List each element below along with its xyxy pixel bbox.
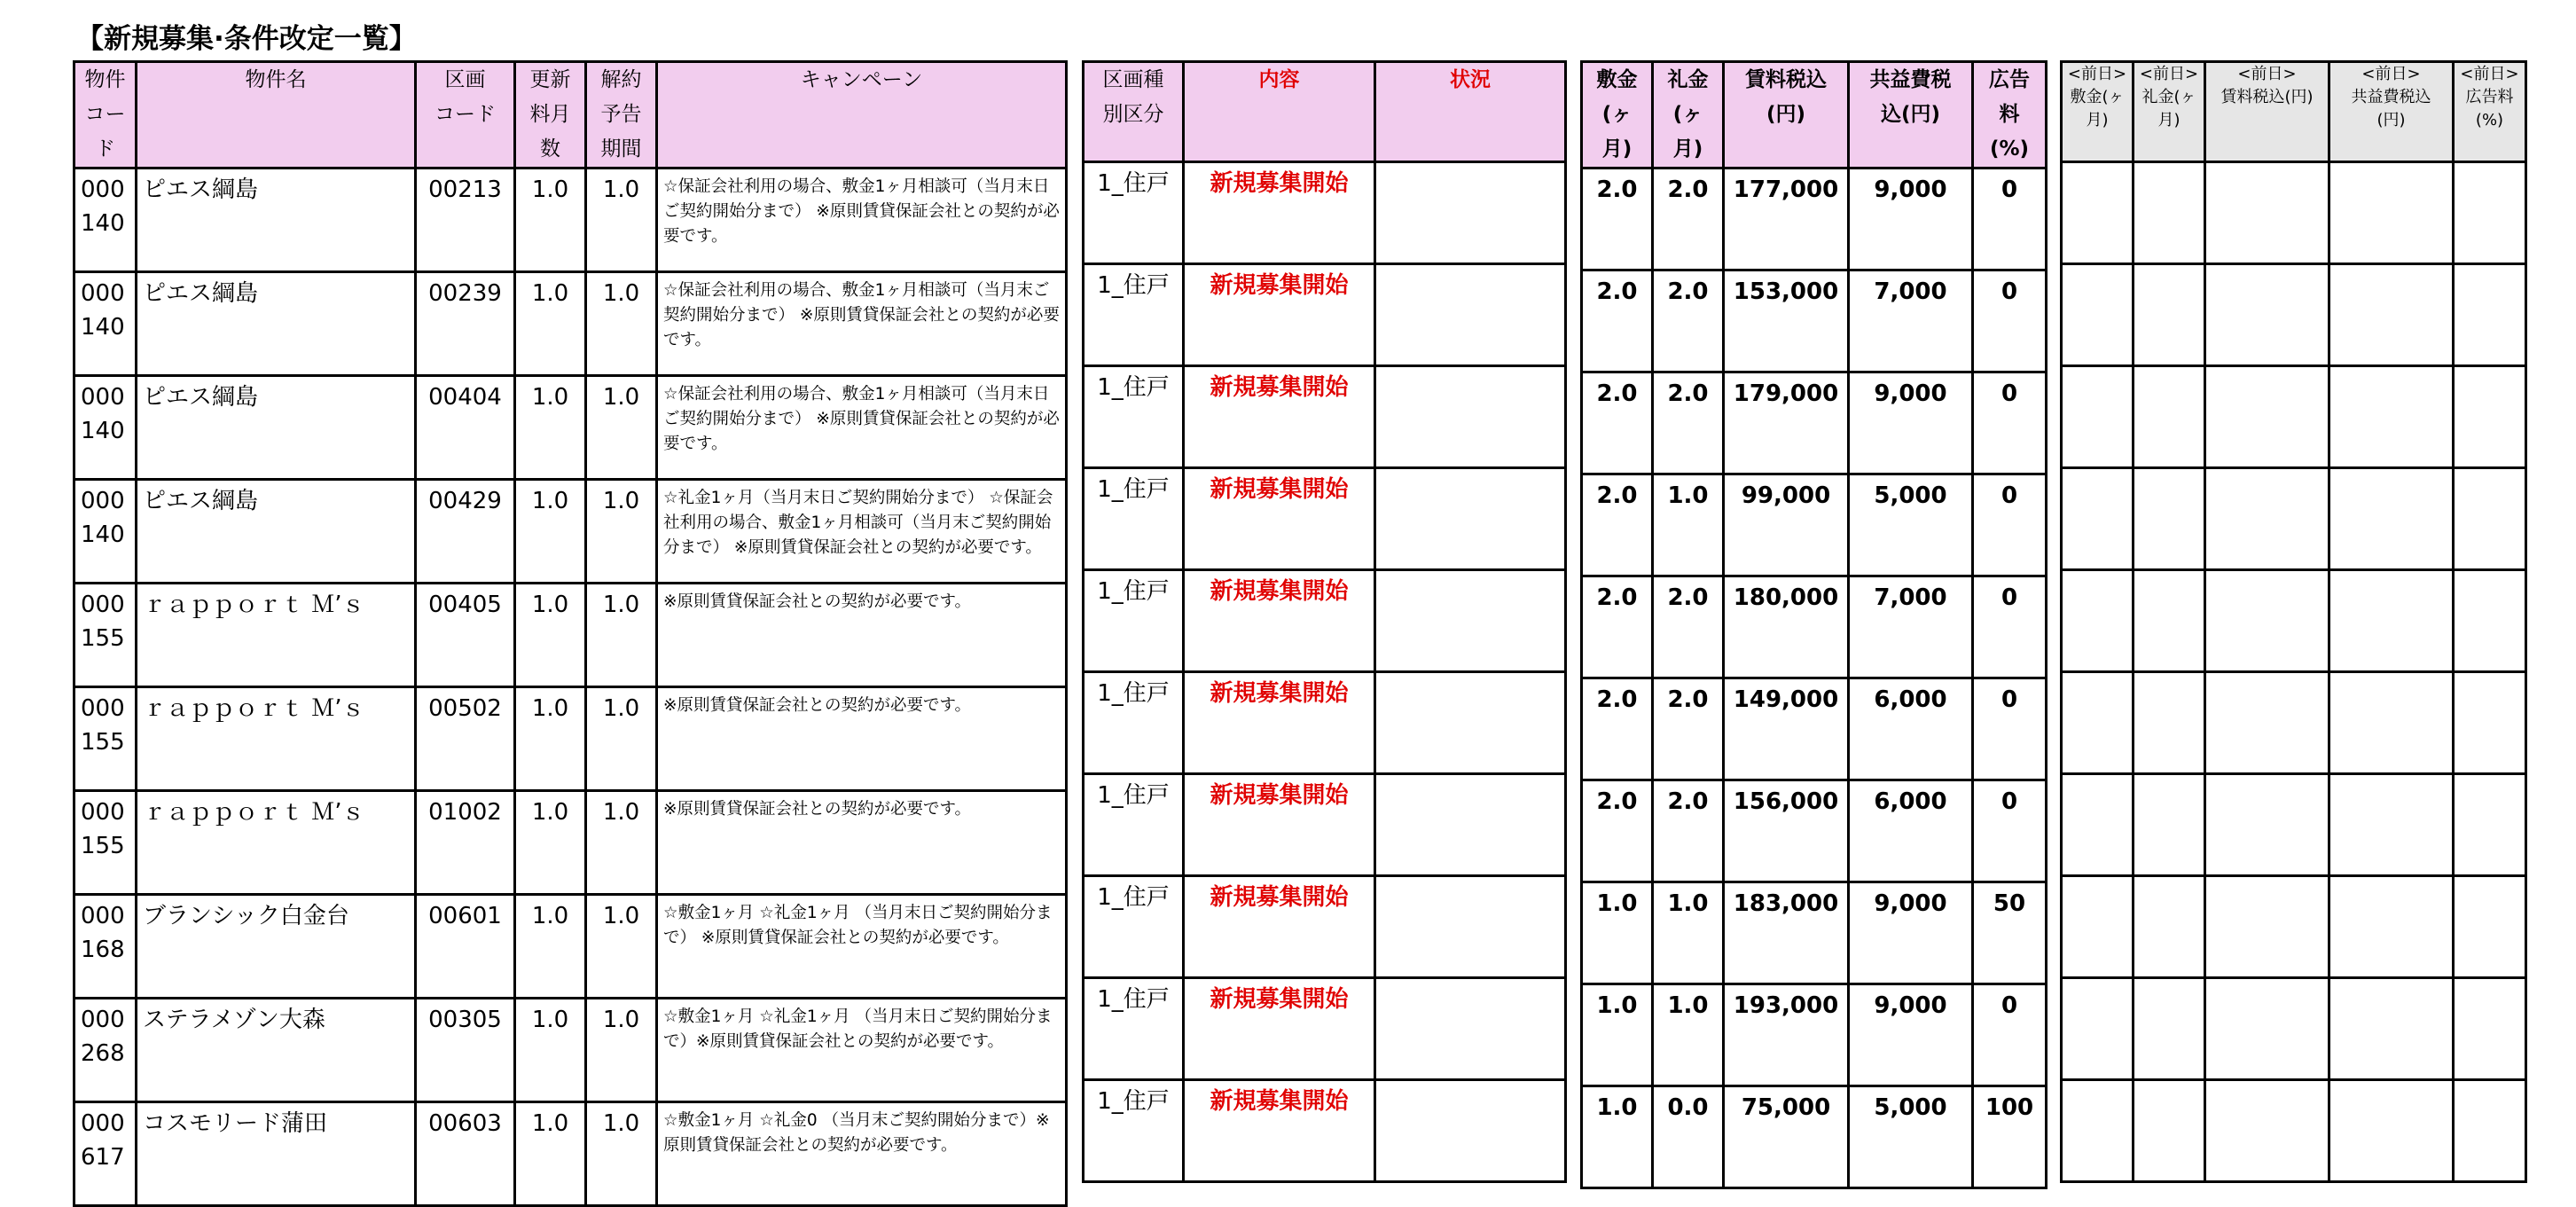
prev-rent-cell — [2205, 978, 2329, 1080]
prev-key-money-cell — [2134, 876, 2205, 978]
previous-day-table — [2060, 60, 2527, 1183]
table-row — [1084, 570, 1566, 672]
prev-common-fee-cell — [2329, 876, 2454, 978]
key-money-cell: 2.0 — [1653, 576, 1724, 678]
rent-cell: 99,000 — [1724, 474, 1849, 576]
table-row — [74, 584, 1067, 687]
table-row — [74, 480, 1067, 584]
campaign-cell: ※原則賃貸保証会社との契約が必要です。 — [657, 584, 1067, 687]
table-row — [2062, 468, 2526, 570]
status-cell — [1375, 468, 1566, 570]
prev-deposit-cell — [2062, 672, 2134, 774]
content-cell: 新規募集開始 — [1184, 264, 1375, 366]
ad-fee-cell: 100 — [1973, 1086, 2047, 1188]
table-row — [74, 272, 1067, 376]
cancel-notice-cell: 1.0 — [586, 272, 657, 376]
prev-rent-cell — [2205, 264, 2329, 366]
property-code-cell: 000140 — [74, 169, 137, 272]
table-row — [1084, 672, 1566, 774]
prev-deposit-cell — [2062, 876, 2134, 978]
prev-rent-cell — [2205, 876, 2329, 978]
renewal-months-cell: 1.0 — [515, 687, 586, 791]
common-fee-cell: 9,000 — [1849, 882, 1973, 984]
header-prev-ad-fee: <前日> 広告料 (%) — [2454, 62, 2526, 162]
prev-rent-cell — [2205, 672, 2329, 774]
deposit-cell: 2.0 — [1582, 169, 1653, 270]
property-code-cell: 000168 — [74, 895, 137, 999]
table-row — [1582, 780, 2047, 882]
content-cell: 新規募集開始 — [1184, 672, 1375, 774]
prev-deposit-cell — [2062, 1080, 2134, 1182]
status-table-block — [1082, 60, 1567, 1170]
status-table — [1082, 60, 1567, 1183]
ad-fee-cell: 50 — [1973, 882, 2047, 984]
unit-type-cell: 1_住戸 — [1084, 1080, 1184, 1182]
table-row — [1582, 678, 2047, 780]
prev-key-money-cell — [2134, 774, 2205, 876]
table-row — [2062, 570, 2526, 672]
campaign-cell: ☆保証会社利用の場合、敷金1ヶ月相談可（当月末ご契約開始分まで） ※原則賃貸保証会社との契約が必要です。 — [657, 272, 1067, 376]
ad-fee-cell: 0 — [1973, 372, 2047, 474]
cancel-notice-cell: 1.0 — [586, 895, 657, 999]
property-code-cell: 000155 — [74, 791, 137, 895]
header-key-money: 礼金 (ヶ 月) — [1653, 62, 1724, 169]
renewal-months-cell: 1.0 — [515, 480, 586, 584]
key-money-cell: 2.0 — [1653, 372, 1724, 474]
table-row — [2062, 672, 2526, 774]
table-row — [1582, 270, 2047, 372]
prev-ad-fee-cell — [2454, 876, 2526, 978]
campaign-cell: ☆保証会社利用の場合、敷金1ヶ月相談可（当月末日ご契約開始分まで） ※原則賃貸保証会社との契約が必要です。 — [657, 169, 1067, 272]
ad-fee-cell: 0 — [1973, 984, 2047, 1086]
prev-key-money-cell — [2134, 1080, 2205, 1182]
prev-ad-fee-cell — [2454, 672, 2526, 774]
header-ad-fee: 広告 料 (%) — [1973, 62, 2047, 169]
rent-cell: 179,000 — [1724, 372, 1849, 474]
table-row — [2062, 366, 2526, 468]
prev-ad-fee-cell — [2454, 468, 2526, 570]
renewal-months-cell: 1.0 — [515, 584, 586, 687]
header-renewal-months: 更新 料月 数 — [515, 62, 586, 169]
deposit-cell: 1.0 — [1582, 1086, 1653, 1188]
property-name-cell: ブランシック白金台 — [137, 895, 416, 999]
content-cell: 新規募集開始 — [1184, 468, 1375, 570]
table-row — [2062, 876, 2526, 978]
prev-ad-fee-cell — [2454, 162, 2526, 264]
rent-cell: 75,000 — [1724, 1086, 1849, 1188]
table-row — [2062, 162, 2526, 264]
status-cell — [1375, 1080, 1566, 1182]
status-cell — [1375, 978, 1566, 1080]
table-row — [74, 999, 1067, 1102]
prev-key-money-cell — [2134, 672, 2205, 774]
renewal-months-cell: 1.0 — [515, 376, 586, 480]
campaign-cell: ☆保証会社利用の場合、敷金1ヶ月相談可（当月末日ご契約開始分まで） ※原則賃貸保証会社との契約が必要です。 — [657, 376, 1067, 480]
header-property-code: 物件 コード — [74, 62, 137, 169]
cancel-notice-cell: 1.0 — [586, 169, 657, 272]
property-code-cell: 000155 — [74, 584, 137, 687]
property-code-cell: 000140 — [74, 480, 137, 584]
property-name-cell: ピエス綱島 — [137, 169, 416, 272]
table-row — [1582, 1086, 2047, 1188]
common-fee-cell: 9,000 — [1849, 372, 1973, 474]
content-cell: 新規募集開始 — [1184, 1080, 1375, 1182]
ad-fee-cell: 0 — [1973, 678, 2047, 780]
unit-type-cell: 1_住戸 — [1084, 876, 1184, 978]
deposit-cell: 2.0 — [1582, 576, 1653, 678]
price-table — [1580, 60, 2047, 1189]
renewal-months-cell: 1.0 — [515, 895, 586, 999]
prev-deposit-cell — [2062, 978, 2134, 1080]
property-name-cell: ピエス綱島 — [137, 272, 416, 376]
key-money-cell: 1.0 — [1653, 882, 1724, 984]
table-row — [1084, 264, 1566, 366]
prev-rent-cell — [2205, 774, 2329, 876]
prev-ad-fee-cell — [2454, 774, 2526, 876]
content-cell: 新規募集開始 — [1184, 978, 1375, 1080]
unit-type-cell: 1_住戸 — [1084, 672, 1184, 774]
table-row — [2062, 1080, 2526, 1182]
rent-cell: 183,000 — [1724, 882, 1849, 984]
property-name-cell: ｒａｐｐｏｒｔ Ｍ’ｓ — [137, 687, 416, 791]
prev-common-fee-cell — [2329, 978, 2454, 1080]
prev-key-money-cell — [2134, 978, 2205, 1080]
table-row — [1084, 468, 1566, 570]
table-row — [1582, 474, 2047, 576]
header-cancel-notice: 解約 予告 期間 — [586, 62, 657, 169]
ad-fee-cell: 0 — [1973, 270, 2047, 372]
unit-code-cell: 00405 — [416, 584, 515, 687]
prev-ad-fee-cell — [2454, 570, 2526, 672]
property-name-cell: ステラメゾン大森 — [137, 999, 416, 1102]
campaign-cell: ☆敷金1ヶ月 ☆礼金0 （当月末ご契約開始分まで）※原則賃貸保証会社との契約が必要です。 — [657, 1102, 1067, 1206]
property-name-cell: ピエス綱島 — [137, 376, 416, 480]
header-prev-key-money: <前日> 礼金(ヶ 月) — [2134, 62, 2205, 162]
prev-ad-fee-cell — [2454, 978, 2526, 1080]
table-row — [74, 687, 1067, 791]
unit-type-cell: 1_住戸 — [1084, 366, 1184, 468]
rent-cell: 153,000 — [1724, 270, 1849, 372]
status-cell — [1375, 774, 1566, 876]
unit-code-cell: 00601 — [416, 895, 515, 999]
header-common-fee: 共益費税 込(円) — [1849, 62, 1973, 169]
cancel-notice-cell: 1.0 — [586, 999, 657, 1102]
prev-common-fee-cell — [2329, 468, 2454, 570]
prev-deposit-cell — [2062, 162, 2134, 264]
property-table-block — [73, 60, 1068, 1170]
prev-key-money-cell — [2134, 570, 2205, 672]
unit-type-cell: 1_住戸 — [1084, 162, 1184, 264]
key-money-cell: 0.0 — [1653, 1086, 1724, 1188]
page-title: 【新規募集·条件改定一覧】 — [76, 23, 417, 55]
ad-fee-cell: 0 — [1973, 576, 2047, 678]
table-row — [1084, 774, 1566, 876]
prev-deposit-cell — [2062, 264, 2134, 366]
common-fee-cell: 9,000 — [1849, 984, 1973, 1086]
rent-cell: 180,000 — [1724, 576, 1849, 678]
table-row — [74, 895, 1067, 999]
status-cell — [1375, 366, 1566, 468]
unit-code-cell: 00429 — [416, 480, 515, 584]
common-fee-cell: 5,000 — [1849, 1086, 1973, 1188]
prev-key-money-cell — [2134, 468, 2205, 570]
table-row — [1582, 882, 2047, 984]
header-deposit: 敷金 (ヶ 月) — [1582, 62, 1653, 169]
property-name-cell: ｒａｐｐｏｒｔ Ｍ’ｓ — [137, 791, 416, 895]
unit-type-cell: 1_住戸 — [1084, 468, 1184, 570]
renewal-months-cell: 1.0 — [515, 272, 586, 376]
unit-code-cell: 00603 — [416, 1102, 515, 1206]
header-prev-deposit: <前日> 敷金(ヶ 月) — [2062, 62, 2134, 162]
cancel-notice-cell: 1.0 — [586, 1102, 657, 1206]
cancel-notice-cell: 1.0 — [586, 480, 657, 584]
prev-common-fee-cell — [2329, 366, 2454, 468]
prev-ad-fee-cell — [2454, 1080, 2526, 1182]
common-fee-cell: 9,000 — [1849, 169, 1973, 270]
renewal-months-cell: 1.0 — [515, 1102, 586, 1206]
previous-day-table-block — [2060, 60, 2527, 1170]
property-code-cell: 000155 — [74, 687, 137, 791]
common-fee-cell: 7,000 — [1849, 576, 1973, 678]
deposit-cell: 2.0 — [1582, 780, 1653, 882]
prev-rent-cell — [2205, 1080, 2329, 1182]
campaign-cell: ☆敷金1ヶ月 ☆礼金1ヶ月 （当月末日ご契約開始分まで） ※原則賃貸保証会社との契約が必要です。 — [657, 895, 1067, 999]
unit-code-cell: 00305 — [416, 999, 515, 1102]
header-prev-rent: <前日> 賃料税込(円) — [2205, 62, 2329, 162]
cancel-notice-cell: 1.0 — [586, 376, 657, 480]
key-money-cell: 2.0 — [1653, 780, 1724, 882]
common-fee-cell: 6,000 — [1849, 678, 1973, 780]
key-money-cell: 1.0 — [1653, 984, 1724, 1086]
table-row — [1084, 876, 1566, 978]
table-row — [2062, 978, 2526, 1080]
prev-common-fee-cell — [2329, 162, 2454, 264]
campaign-cell: ☆礼金1ヶ月（当月末日ご契約開始分まで） ☆保証会社利用の場合、敷金1ヶ月相談可（当月末ご契約開始分まで） ※原則賃貸保証会社との契約が必要です。 — [657, 480, 1067, 584]
prev-ad-fee-cell — [2454, 264, 2526, 366]
rent-cell: 149,000 — [1724, 678, 1849, 780]
status-cell — [1375, 264, 1566, 366]
content-cell: 新規募集開始 — [1184, 876, 1375, 978]
content-cell: 新規募集開始 — [1184, 162, 1375, 264]
table-row — [74, 169, 1067, 272]
deposit-cell: 1.0 — [1582, 882, 1653, 984]
property-code-cell: 000617 — [74, 1102, 137, 1206]
property-code-cell: 000140 — [74, 272, 137, 376]
common-fee-cell: 7,000 — [1849, 270, 1973, 372]
key-money-cell: 1.0 — [1653, 474, 1724, 576]
renewal-months-cell: 1.0 — [515, 999, 586, 1102]
property-code-cell: 000140 — [74, 376, 137, 480]
unit-code-cell: 00239 — [416, 272, 515, 376]
prev-common-fee-cell — [2329, 774, 2454, 876]
ad-fee-cell: 0 — [1973, 474, 2047, 576]
campaign-cell: ※原則賃貸保証会社との契約が必要です。 — [657, 687, 1067, 791]
prev-key-money-cell — [2134, 264, 2205, 366]
ad-fee-cell: 0 — [1973, 169, 2047, 270]
table-row — [74, 1102, 1067, 1206]
header-unit-code: 区画 コード — [416, 62, 515, 169]
price-table-block — [1580, 60, 2047, 1170]
status-cell — [1375, 876, 1566, 978]
status-cell — [1375, 672, 1566, 774]
deposit-cell: 2.0 — [1582, 270, 1653, 372]
prev-deposit-cell — [2062, 570, 2134, 672]
table-row — [74, 791, 1067, 895]
key-money-cell: 2.0 — [1653, 169, 1724, 270]
table-row — [1084, 978, 1566, 1080]
table-row — [1582, 576, 2047, 678]
unit-code-cell: 00213 — [416, 169, 515, 272]
cancel-notice-cell: 1.0 — [586, 791, 657, 895]
deposit-cell: 2.0 — [1582, 678, 1653, 780]
unit-code-cell: 00502 — [416, 687, 515, 791]
unit-code-cell: 01002 — [416, 791, 515, 895]
prev-rent-cell — [2205, 366, 2329, 468]
status-cell — [1375, 162, 1566, 264]
common-fee-cell: 6,000 — [1849, 780, 1973, 882]
prev-rent-cell — [2205, 570, 2329, 672]
property-code-cell: 000268 — [74, 999, 137, 1102]
renewal-months-cell: 1.0 — [515, 791, 586, 895]
prev-key-money-cell — [2134, 366, 2205, 468]
common-fee-cell: 5,000 — [1849, 474, 1973, 576]
deposit-cell: 1.0 — [1582, 984, 1653, 1086]
prev-common-fee-cell — [2329, 570, 2454, 672]
prev-deposit-cell — [2062, 366, 2134, 468]
rent-cell: 177,000 — [1724, 169, 1849, 270]
prev-rent-cell — [2205, 468, 2329, 570]
cancel-notice-cell: 1.0 — [586, 687, 657, 791]
table-row — [1084, 1080, 1566, 1182]
prev-common-fee-cell — [2329, 264, 2454, 366]
status-cell — [1375, 570, 1566, 672]
prev-ad-fee-cell — [2454, 366, 2526, 468]
cancel-notice-cell: 1.0 — [586, 584, 657, 687]
header-property-name: 物件名 — [137, 62, 416, 169]
table-row — [1582, 372, 2047, 474]
header-unit-type: 区画種 別区分 — [1084, 62, 1184, 162]
campaign-cell: ☆敷金1ヶ月 ☆礼金1ヶ月 （当月末日ご契約開始分まで）※原則賃貸保証会社との契約が必要です。 — [657, 999, 1067, 1102]
table-row — [74, 376, 1067, 480]
table-row — [2062, 774, 2526, 876]
property-name-cell: コスモリード蒲田 — [137, 1102, 416, 1206]
prev-common-fee-cell — [2329, 1080, 2454, 1182]
property-name-cell: ピエス綱島 — [137, 480, 416, 584]
prev-common-fee-cell — [2329, 672, 2454, 774]
prev-key-money-cell — [2134, 162, 2205, 264]
unit-type-cell: 1_住戸 — [1084, 978, 1184, 1080]
deposit-cell: 2.0 — [1582, 474, 1653, 576]
key-money-cell: 2.0 — [1653, 270, 1724, 372]
key-money-cell: 2.0 — [1653, 678, 1724, 780]
unit-code-cell: 00404 — [416, 376, 515, 480]
table-row — [1582, 169, 2047, 270]
table-row — [1084, 162, 1566, 264]
content-cell: 新規募集開始 — [1184, 570, 1375, 672]
table-row — [1582, 984, 2047, 1086]
unit-type-cell: 1_住戸 — [1084, 774, 1184, 876]
prev-deposit-cell — [2062, 774, 2134, 876]
property-name-cell: ｒａｐｐｏｒｔ Ｍ’ｓ — [137, 584, 416, 687]
table-row — [1084, 366, 1566, 468]
unit-type-cell: 1_住戸 — [1084, 264, 1184, 366]
prev-rent-cell — [2205, 162, 2329, 264]
table-row — [2062, 264, 2526, 366]
ad-fee-cell: 0 — [1973, 780, 2047, 882]
header-campaign: キャンペーン — [657, 62, 1067, 169]
header-prev-common-fee: <前日> 共益費税込 (円) — [2329, 62, 2454, 162]
renewal-months-cell: 1.0 — [515, 169, 586, 272]
unit-type-cell: 1_住戸 — [1084, 570, 1184, 672]
header-rent: 賃料税込 (円) — [1724, 62, 1849, 169]
property-table — [73, 60, 1068, 1207]
rent-cell: 193,000 — [1724, 984, 1849, 1086]
header-status: 状況 — [1375, 62, 1566, 162]
campaign-cell: ※原則賃貸保証会社との契約が必要です。 — [657, 791, 1067, 895]
rent-cell: 156,000 — [1724, 780, 1849, 882]
header-content: 内容 — [1184, 62, 1375, 162]
content-cell: 新規募集開始 — [1184, 366, 1375, 468]
deposit-cell: 2.0 — [1582, 372, 1653, 474]
content-cell: 新規募集開始 — [1184, 774, 1375, 876]
prev-deposit-cell — [2062, 468, 2134, 570]
